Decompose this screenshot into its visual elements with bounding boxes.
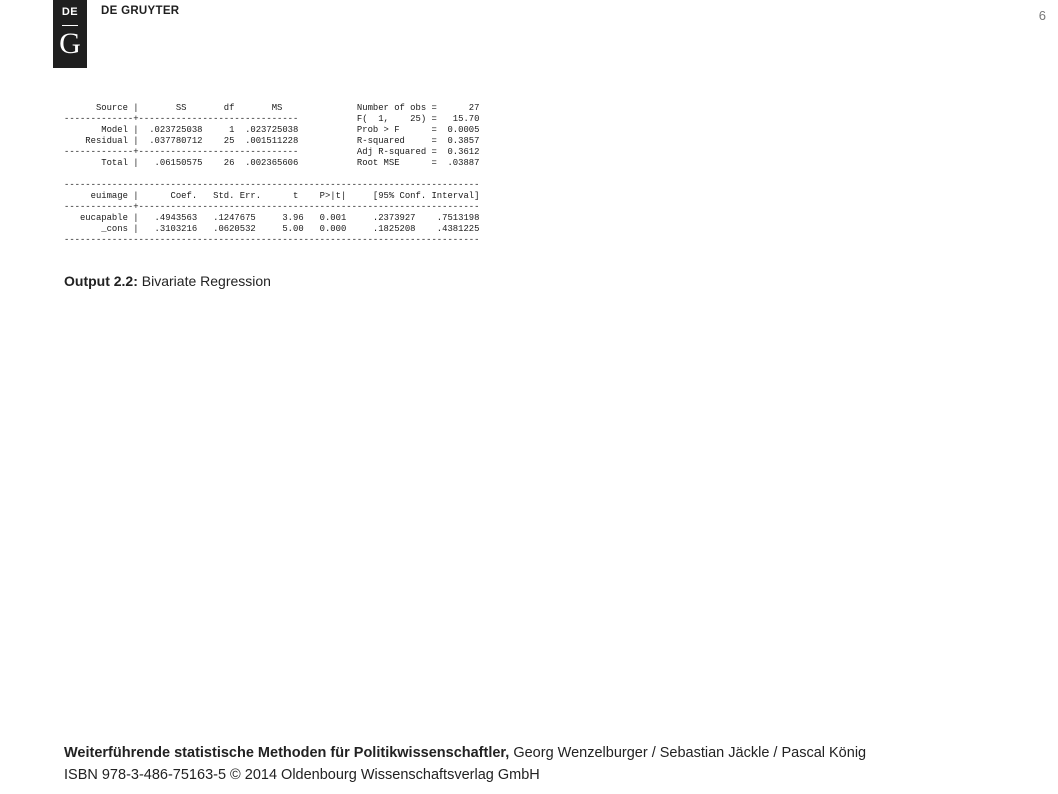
publisher-logo bbox=[53, 0, 87, 68]
caption-text: Bivariate Regression bbox=[137, 273, 271, 289]
caption-label: Output 2.2: bbox=[64, 273, 138, 289]
anova-row-total: Total | .06150575 26 .002365606 Root MSE = .03887 bbox=[64, 158, 480, 168]
rule-line: ------------------------------------------------------------------------------ bbox=[64, 180, 480, 190]
coef-header-line: euimage | Coef. Std. Err. t P>|t| [95% Conf. Interval] bbox=[64, 191, 480, 201]
figure-caption bbox=[64, 273, 271, 289]
coef-row-eucapable: eucapable | .4943563 .1247675 3.96 0.001 .2373927 .7513198 bbox=[64, 213, 480, 223]
book-authors: Georg Wenzelburger / Sebastian Jäckle / Pascal König bbox=[509, 745, 867, 761]
footer-isbn-line: ISBN 978-3-486-75163-5 © 2014 Oldenbourg Wissenschaftsverlag GmbH bbox=[64, 767, 540, 783]
logo-de-text: DE bbox=[61, 6, 79, 18]
anova-row-residual: Residual | .037780712 25 .001511228 R-squared = 0.3857 bbox=[64, 136, 480, 146]
rule-line: -------------+------------------------------ F( 1, 25) = 15.70 bbox=[64, 114, 480, 124]
rule-line: -------------+---------------------------------------------------------------- bbox=[64, 202, 480, 212]
rule-line: -------------+------------------------------ Adj R-squared = 0.3612 bbox=[64, 147, 480, 157]
page-number: 6 bbox=[1038, 8, 1046, 23]
anova-header-line: Source | SS df MS Number of obs = 27 bbox=[64, 103, 480, 113]
logo-g-text: G bbox=[59, 27, 81, 60]
rule-line: ------------------------------------------------------------------------------ bbox=[64, 235, 480, 245]
regression-output bbox=[64, 103, 479, 246]
coef-row-cons: _cons | .3103216 .0620532 5.00 0.000 .1825208 .4381225 bbox=[64, 224, 480, 234]
anova-row-model: Model | .023725038 1 .023725038 Prob > F = 0.0005 bbox=[64, 125, 480, 135]
logo-divider bbox=[62, 25, 78, 26]
page-footer bbox=[64, 742, 866, 786]
footer-citation-line bbox=[64, 742, 866, 764]
book-title: Weiterführende statistische Methoden für Politikwissenschaftler, bbox=[64, 745, 510, 761]
publisher-name: DE GRUYTER bbox=[101, 5, 180, 17]
